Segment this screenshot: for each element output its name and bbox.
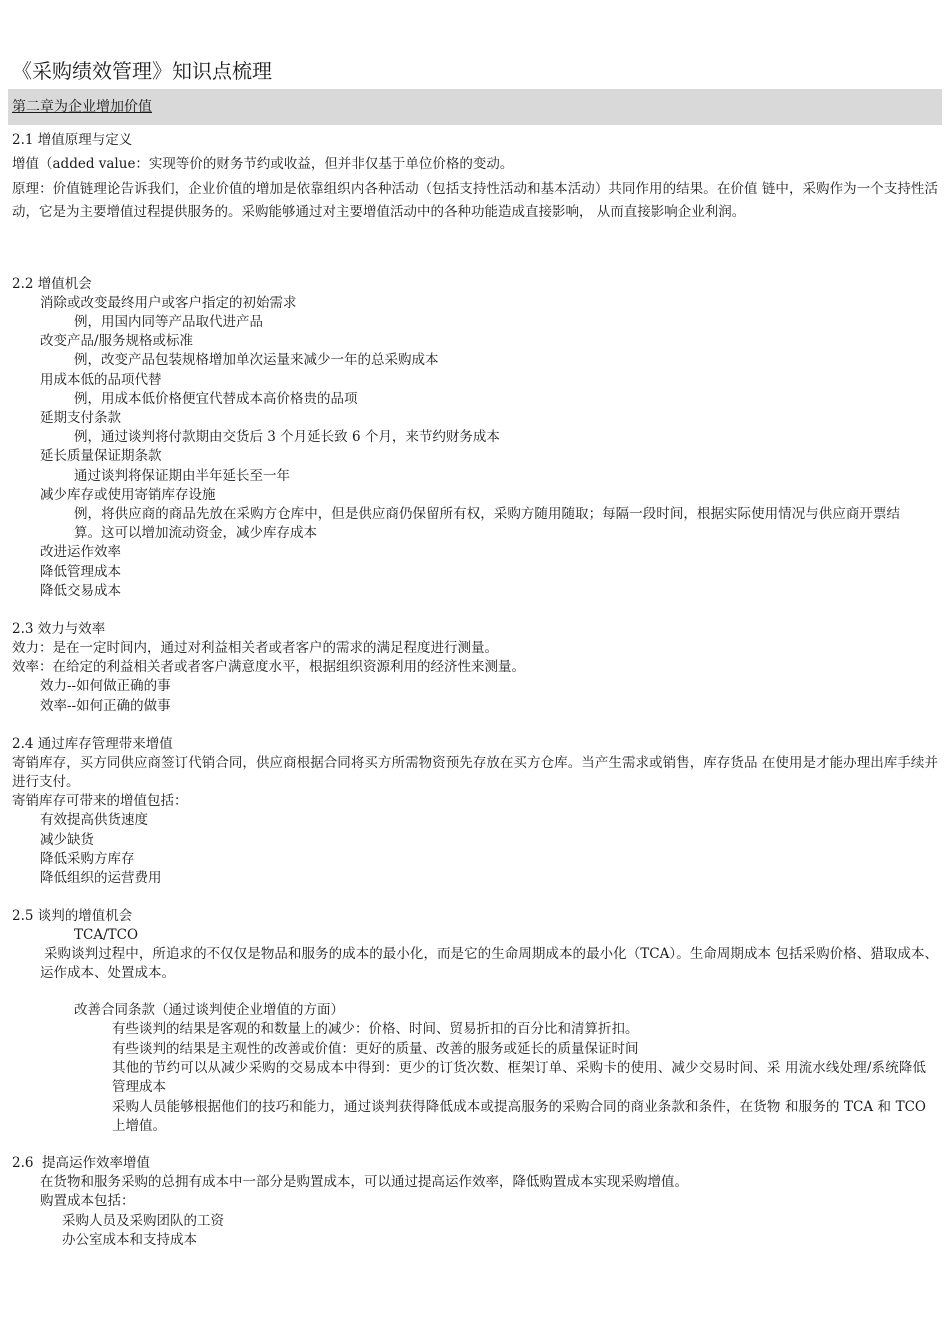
consignment-benefit: 减少缺货 — [40, 832, 94, 848]
opportunity-item: 延期支付条款 — [40, 410, 121, 426]
section-heading-2-5: 2.5 谈判的增值机会 — [12, 908, 133, 924]
opportunity-item: 用成本低的品项代替 — [40, 372, 162, 388]
opportunity-item: 延长质量保证期条款 — [40, 448, 162, 464]
document-title: 《采购绩效管理》知识点梳理 — [12, 59, 272, 83]
opportunity-example: 例，通过谈判将付款期由交货后 3 个月延长致 6 个月，来节约财务成本 — [74, 429, 500, 445]
consignment-benefit: 有效提高供货速度 — [40, 812, 148, 828]
negotiation-paragraph: 采购谈判过程中，所追求的不仅仅是物品和服务的成本的最小化，而是它的生命周期成本的最小化（TCA）。生命周期成本 包括采购价格、猎取成本、运作成本、处置成本。 — [40, 946, 938, 981]
negotiation-point: 采购人员能够根据他们的技巧和能力，通过谈判获得降低成本或提高服务的采购合同的商业条款和条件，在货物 和服务的 TCA 和 TCO 上增值。 — [112, 1099, 926, 1134]
opportunity-example: 例，改变产品包装规格增加单次运量来减少一年的总采购成本 — [74, 352, 439, 368]
acquisition-cost-item: 采购人员及采购团队的工资 — [62, 1213, 224, 1229]
consignment-benefit: 降低组织的运营费用 — [40, 870, 162, 886]
opportunity-example: 例，将供应商的商品先放在采购方仓库中，但是供应商仍保留所有权，采购方随用随取；每隔一段时间，根据实际使用情况与供应商开票结算。这可以增加流动资金，减少库存成本 — [74, 506, 900, 541]
efficiency-definition: 效率：在给定的利益相关者或者客户满意度水平，根据组织资源利用的经济性来测量。 — [12, 659, 525, 675]
added-value-definition: 增值（added value：实现等价的财务节约或收益，但并非仅基于单位价格的变动。 — [12, 156, 514, 172]
section-heading-2-4: 2.4 通过库存管理带来增值 — [12, 736, 173, 752]
negotiation-point: 其他的节约可以从减少采购的交易成本中得到：更少的订货次数、框架订单、采购卡的使用、减少交易时间、采 用流水线处理/系统降低管理成本 — [112, 1060, 926, 1095]
section-heading-2-3: 2.3 效力与效率 — [12, 621, 106, 637]
negotiation-point: 有些谈判的结果是主观性的改善或价值：更好的质量、改善的服务或延长的质量保证时间 — [112, 1041, 639, 1057]
effectiveness-note: 效力--如何做正确的事 — [40, 678, 171, 694]
acquisition-cost-lead: 购置成本包括： — [40, 1193, 135, 1209]
section-heading-2-1: 2.1 增值原理与定义 — [12, 132, 133, 148]
negotiation-point: 有些谈判的结果是客观的和数量上的减少：价格、时间、贸易折扣的百分比和清算折扣。 — [112, 1021, 639, 1037]
efficiency-note: 效率--如何正确的做事 — [40, 698, 171, 714]
effectiveness-definition: 效力：是在一定时间内，通过对利益相关者或者客户的需求的满足程度进行测量。 — [12, 640, 498, 656]
opportunity-example: 例，用成本低价格便宜代替成本高价格贵的品项 — [74, 391, 358, 407]
tca-tco-subheading: TCA/TCO — [74, 927, 139, 943]
opportunity-example: 通过谈判将保证期由半年延长至一年 — [74, 468, 290, 484]
consignment-inventory-paragraph: 寄销库存，买方同供应商签订代销合同，供应商根据合同将买方所需物资预先存放在买方仓库。当产生需求或销售，库存货品 在使用是才能办理出库手续并进行支付。 — [12, 755, 938, 790]
opportunity-item: 降低交易成本 — [40, 583, 121, 599]
opportunity-item: 降低管理成本 — [40, 564, 121, 580]
opportunity-item: 消除或改变最终用户或客户指定的初始需求 — [40, 295, 297, 311]
consignment-benefits-lead: 寄销库存可带来的增值包括： — [12, 793, 188, 809]
consignment-benefit: 降低采购方库存 — [40, 851, 135, 867]
opportunity-example: 例，用国内同等产品取代进产品 — [74, 314, 263, 330]
contract-terms-heading: 改善合同条款（通过谈判使企业增值的方面） — [74, 1002, 344, 1018]
opportunity-item: 减少库存或使用寄销库存设施 — [40, 487, 216, 503]
operational-efficiency-paragraph: 在货物和服务采购的总拥有成本中一部分是购置成本，可以通过提高运作效率，降低购置成本实现采购增值。 — [40, 1174, 688, 1190]
section-heading-2-6: 2.6 提高运作效率增值 — [12, 1155, 151, 1171]
acquisition-cost-item: 办公室成本和支持成本 — [62, 1232, 197, 1248]
chapter-heading-bar — [8, 89, 942, 125]
value-chain-principle: 原理：价值链理论告诉我们，企业价值的增加是依靠组织内各种活动（包括支持性活动和基本活动）共同作用的结果。在价值 链中，采购作为一个支持性活动，它是为主要增值过程提供服务的。采购能够通过对主要增值活动中的各种功能造成直接影响， 从而直接影响企业利润。 — [12, 181, 938, 220]
opportunity-item: 改变产品/服务规格或标准 — [40, 333, 194, 349]
section-heading-2-2: 2.2 增值机会 — [12, 276, 92, 292]
chapter-heading: 第二章为企业增加价值 — [12, 99, 152, 115]
opportunity-item: 改进运作效率 — [40, 544, 121, 560]
